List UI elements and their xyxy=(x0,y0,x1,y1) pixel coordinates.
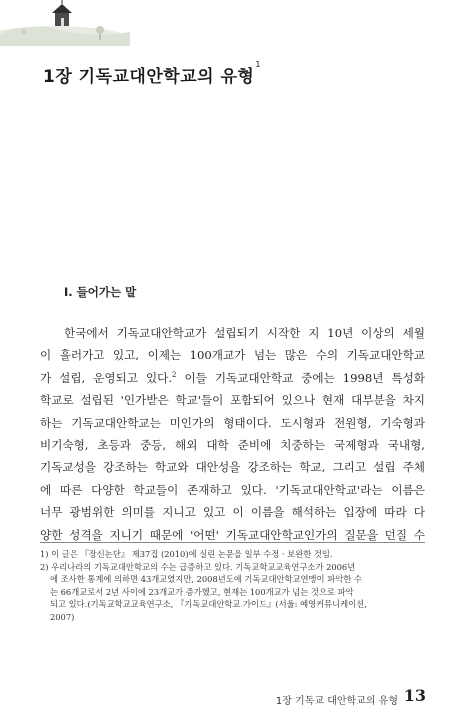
footnote-2-cont: 되고 있다.(기독교학교교육연구소, 『기독교대안학교 가이드』(서울: 예영커뮤니케이션, xyxy=(50,599,367,609)
body-line: 가 설립, 운영되고 있다.$^2$ 이들 기독교대안학교 중에는 1998년 특성화 xyxy=(40,370,425,385)
body-line: 양한 성격을 지니기 때문에 '어떤' 기독교대안학교인가의 질문을 던질 수 xyxy=(40,527,425,542)
body-line: 학교로 설립된 '인가받은 학교'들이 포함되어 있으나 현재 대부분을 차지 xyxy=(40,393,425,408)
page-number: 13 xyxy=(403,686,426,705)
chapter-title: 1장 기독교대안학교의 유형$^1$ xyxy=(43,60,261,87)
running-head: 1장 기독교 대안학교의 유형 xyxy=(275,696,398,707)
body-line: 하는 기독교대안학교는 미인가의 형태이다. 도시형과 전원형, 기숙형과 xyxy=(40,415,425,430)
footnote-2: 2) 우리나라의 기독교대안학교의 수는 급증하고 있다. 기독교학교교육연구소가 2006년 xyxy=(40,561,356,572)
body-line: 이 흘러가고 있고, 이제는 100개교가 넘는 많은 수의 기독교대안학교 xyxy=(40,348,425,363)
footnote-ref-2[interactable]: 2 xyxy=(172,370,177,379)
body-line: 에 따른 다양한 학교들이 존재하고 있다. '기독교대안학교'라는 이름은 xyxy=(40,482,425,497)
footnote-divider xyxy=(40,542,425,543)
footnote-2-cont: 2007) xyxy=(50,611,75,622)
footnote-1: 1) 이 글은 『장신논단』 제37집 (2010)에 실린 논문을 일부 수정 · 보완한 것임. xyxy=(40,549,333,559)
body-line: 기독교성을 강조하는 학교와 대안성을 강조하는 학교, 그리고 설립 주체 xyxy=(40,460,425,475)
section-heading: Ⅰ. 들어가는 말 xyxy=(64,285,137,299)
body-line: 비기숙형, 초등과 중등, 해외 대학 준비에 치중하는 국제형과 국내형, xyxy=(40,437,425,452)
body-line: 한국에서 기독교대안학교가 설립되기 시작한 지 10년 이상의 세월 xyxy=(64,326,425,340)
footnotes xyxy=(40,548,425,623)
body-line: 너무 광범위한 의미를 지니고 있고 이 이름을 해석하는 입장에 따라 다 xyxy=(40,505,425,520)
footnote-2-cont: 에 조사한 통계에 의하면 43개교였지만, 2008년도에 기독교대안학교연맹이 파악한 수 xyxy=(50,574,362,584)
header-illustration xyxy=(0,0,130,46)
body-paragraph xyxy=(40,322,425,546)
footnote-2-cont: 는 66개교로서 2년 사이에 23개교가 증가했고, 현재는 100개교가 넘는 것으로 파악 xyxy=(50,586,354,597)
title-footnote-ref[interactable]: 1 xyxy=(255,60,261,69)
